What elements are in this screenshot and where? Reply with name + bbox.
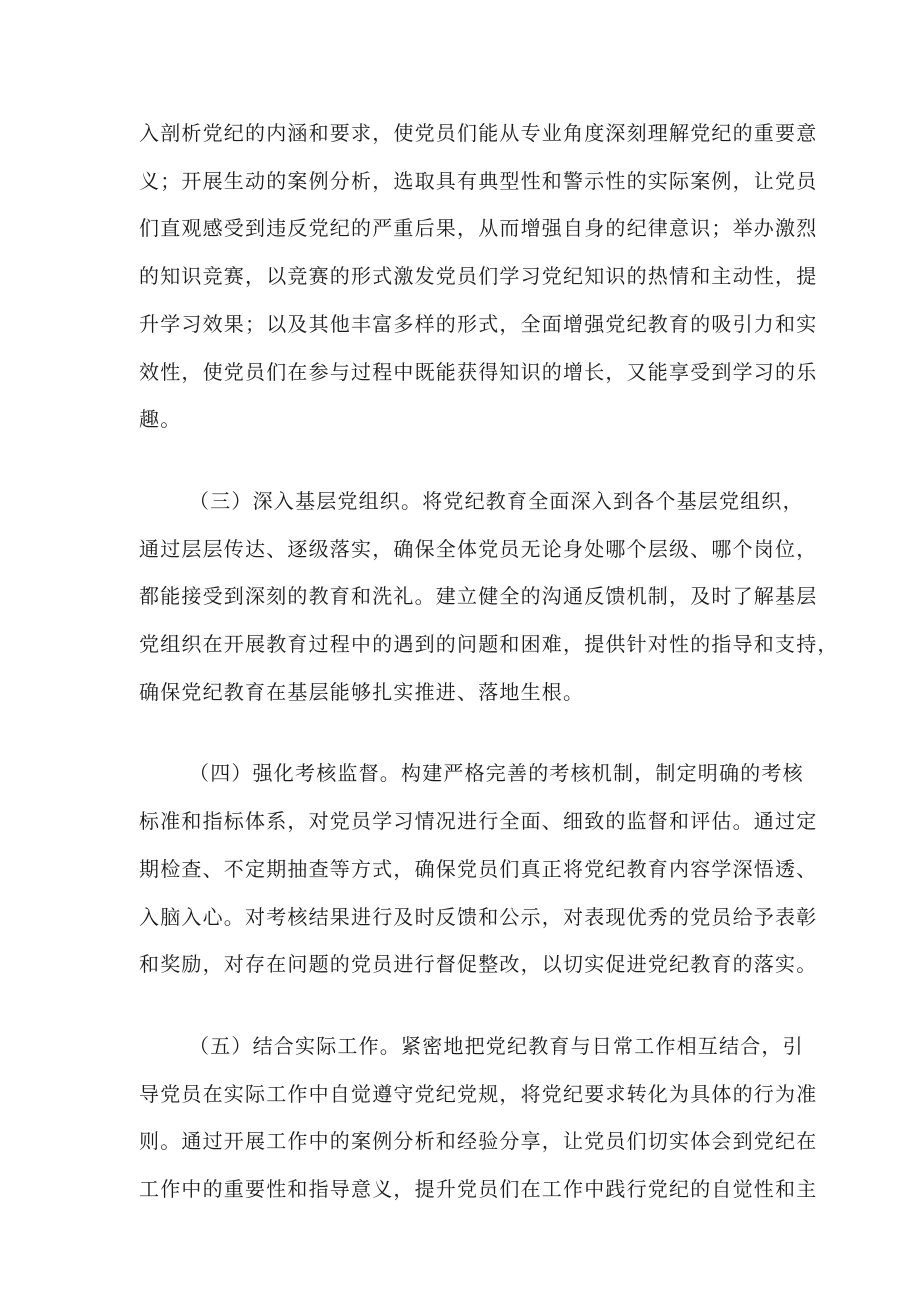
text-line: 工作中的重要性和指导意义，提升党员们在工作中践行党纪的自觉性和主 — [139, 1177, 818, 1202]
text-line: 导党员在实际工作中自觉遵守党纪党规，将党纪要求转化为具体的行为准 — [139, 1081, 818, 1106]
text-line: 入脑入心。对考核结果进行及时反馈和公示，对表现优秀的党员给予表彰 — [139, 904, 818, 929]
paragraph-section-5 — [139, 1023, 818, 1214]
text-line: 的知识竞赛，以竞赛的形式激发党员们学习党纪知识的热情和主动性，提 — [139, 264, 818, 289]
text-line: 标准和指标体系，对党员学习情况进行全面、细致的监督和评估。通过定 — [139, 809, 818, 834]
text-line: 效性，使党员们在参与过程中既能获得知识的增长，又能享受到学习的乐 — [139, 359, 818, 384]
paragraph-continuation — [139, 110, 818, 444]
section-heading-line: （三）深入基层党组织。将党纪教育全面深入到各个基层党组织， — [189, 488, 804, 513]
section-heading-line: （五）结合实际工作。紧密地把党纪教育与日常工作相互结合，引 — [189, 1033, 804, 1058]
text-line: 通过层层传达、逐级落实，确保全体党员无论身处哪个层级、哪个岗位， — [139, 536, 818, 561]
text-line: 都能接受到深刻的教育和洗礼。建立健全的沟通反馈机制，及时了解基层 — [139, 584, 818, 609]
text-line: 趣。 — [139, 407, 182, 432]
text-line: 党组织在开展教育过程中的遇到的问题和困难，提供针对性的指导和支持， — [139, 632, 839, 657]
text-line: 确保党纪教育在基层能够扎实推进、落地生根。 — [139, 679, 585, 704]
text-line: 入剖析党纪的内涵和要求，使党员们能从专业角度深刻理解党纪的重要意 — [139, 121, 818, 145]
paragraph-section-4 — [139, 750, 818, 989]
text-line: 期检查、不定期抽查等方式，确保党员们真正将党纪教育内容学深悟透、 — [139, 856, 818, 881]
paragraph-section-3 — [139, 478, 839, 717]
text-line: 升学习效果；以及其他丰富多样的形式，全面增强党纪教育的吸引力和实 — [139, 311, 818, 336]
text-line: 和奖励，对存在问题的党员进行督促整改，以切实促进党纪教育的落实。 — [139, 952, 818, 977]
text-line: 们直观感受到违反党纪的严重后果，从而增强自身的纪律意识；举办激烈 — [139, 216, 818, 241]
text-line: 义；开展生动的案例分析，选取具有典型性和警示性的实际案例，让党员 — [139, 168, 818, 193]
document-body — [139, 110, 839, 1248]
text-line: 则。通过开展工作中的案例分析和经验分享，让党员们切实体会到党纪在 — [139, 1129, 818, 1154]
section-heading-line: （四）强化考核监督。构建严格完善的考核机制，制定明确的考核 — [189, 761, 804, 786]
